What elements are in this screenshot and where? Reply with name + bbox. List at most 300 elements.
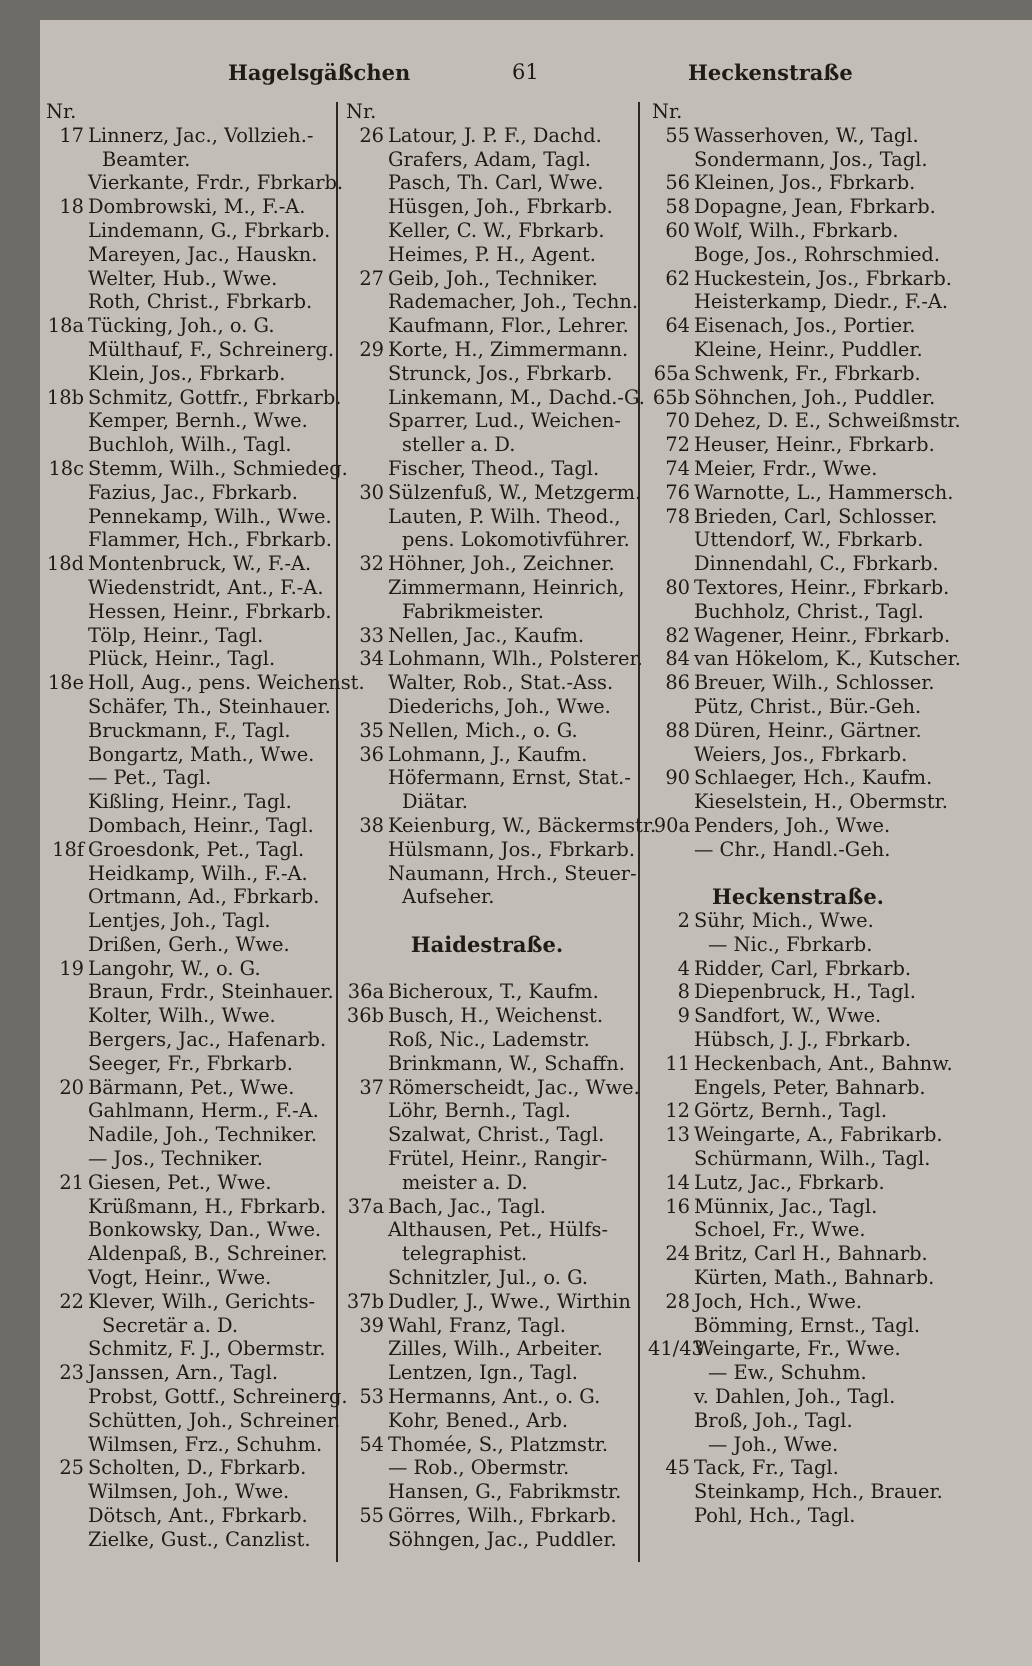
resident-entry: Roß, Nic., Lademstr. [388,1028,590,1052]
resident-entry: Gahlmann, Herm., F.-A. [88,1099,319,1123]
directory-entry [42,124,332,148]
house-number: 56 [665,171,690,195]
resident-entry: Schütten, Joh., Schreiner. [88,1408,341,1432]
house-number: 13 [665,1123,690,1147]
directory-entry [648,409,961,433]
resident-entry: Pütz, Christ., Bür.-Geh. [694,694,922,718]
spacer [342,957,632,981]
directory-entry [342,528,632,552]
directory-entry [648,933,948,957]
resident-entry: Bach, Jac., Tagl. [388,1194,546,1218]
house-number: 19 [59,956,84,980]
directory-entry [42,1504,332,1528]
directory-entry [648,552,948,576]
directory-entry [648,124,948,148]
directory-entry [342,1242,632,1266]
resident-entry: Engels, Peter, Bahnarb. [694,1075,926,1099]
directory-entry [342,552,632,576]
directory-entry [342,861,637,886]
directory-entry [342,1266,632,1290]
directory-entry [42,481,332,505]
resident-entry: Korte, H., Zimmermann. [388,337,629,361]
resident-entry: Textores, Heinr., Fbrkarb. [694,575,950,599]
resident-entry: Höhner, Joh., Zeichner. [388,552,615,576]
resident-entry: Pohl, Hch., Tagl. [694,1504,856,1528]
directory-entry [42,148,332,172]
directory-entry [342,1361,632,1385]
house-number: 30 [359,480,384,504]
resident-entry: Schoel, Fr., Wwe. [694,1218,866,1242]
resident-entry: Warnotte, L., Hammersch. [694,480,954,504]
resident-entry: steller a. D. [402,433,516,457]
resident-entry: Secretär a. D. [102,1313,239,1337]
directory-entry [42,933,332,957]
directory-entry [648,1147,948,1171]
resident-entry: Rademacher, Joh., Techn. [388,290,639,314]
house-number: 90a [653,813,690,837]
directory-entry [342,219,632,243]
directory-entry [342,980,632,1004]
directory-entry [42,1218,332,1242]
resident-entry: Dudler, J., Wwe., Wirthin [388,1289,631,1313]
resident-entry: Janssen, Arn., Tagl. [88,1361,279,1385]
house-number: 36 [359,742,384,766]
directory-entry [42,1099,332,1123]
resident-entry: Pasch, Th. Carl, Wwe. [388,171,604,195]
directory-entry [648,528,948,552]
directory-entry [342,1099,632,1123]
resident-entry: Diätar. [402,790,468,814]
resident-entry: Fischer, Theod., Tagl. [388,456,600,480]
resident-entry: Drißen, Gerh., Wwe. [88,932,290,956]
resident-entry: Wahl, Franz, Tagl. [388,1313,566,1337]
directory-entry [648,1433,948,1457]
directory-page [40,20,1032,1666]
house-number: 37 [359,1075,384,1099]
house-number: 84 [665,647,690,671]
resident-entry: — Rob., Obermstr. [388,1456,570,1480]
resident-entry: Naumann, Hrch., Steuer- [388,861,637,885]
directory-entry [42,766,332,790]
resident-entry: Keienburg, W., Bäckermstr. [388,813,657,837]
directory-entry [42,980,332,1004]
resident-entry: Flammer, Hch., Fbrkarb. [88,528,332,552]
directory-entry [648,266,952,291]
resident-entry: Römerscheidt, Jac., Wwe. [388,1075,640,1099]
house-number: 32 [359,552,384,576]
directory-entry [648,362,948,386]
house-number: 23 [59,1361,84,1385]
resident-entry: Bongartz, Math., Wwe. [88,742,315,766]
resident-entry: Kleine, Heinr., Puddler. [694,337,923,361]
directory-entry [342,1075,640,1100]
directory-entry [648,909,948,933]
directory-entry [648,1337,948,1361]
house-number: 17 [59,123,84,147]
directory-entry [342,1480,632,1504]
resident-entry: Wilmsen, Joh., Wwe. [88,1480,290,1504]
resident-entry: Zimmermann, Heinrich, [388,575,625,599]
directory-entry [342,1123,632,1147]
resident-entry: Holl, Aug., pens. Weichenst. [88,671,365,695]
resident-entry: Sandfort, W., Wwe. [694,1004,882,1028]
directory-entry [42,1385,348,1409]
directory-entry [42,719,332,743]
page-number: 61 [512,60,539,84]
directory-entry [42,743,332,767]
resident-entry: Scholten, D., Fbrkarb. [88,1456,307,1480]
resident-entry: Nellen, Mich., o. G. [388,718,578,742]
directory-entry [648,1480,948,1504]
house-number: 25 [59,1456,84,1480]
house-number: 64 [665,314,690,338]
directory-entry [42,647,332,671]
resident-entry: Uttendorf, W., Fbrkarb. [694,528,924,552]
directory-entry [648,695,948,719]
directory-entry [648,148,948,172]
resident-entry: Klein, Jos., Fbrkarb. [88,361,286,385]
directory-entry [648,480,954,505]
resident-entry: Schnitzler, Jul., o. G. [388,1266,589,1290]
directory-entry [648,1004,948,1028]
directory-entry [42,885,332,909]
resident-entry: Heckenbach, Ant., Bahnw. [694,1051,953,1075]
directory-entry [42,171,344,195]
house-number: 37a [347,1194,384,1218]
spacer [648,862,948,886]
resident-entry: Linnerz, Jac., Vollzieh.- [88,123,314,147]
column-2 [342,100,657,1552]
house-number: 58 [665,195,690,219]
street-heading: Haidestraße. [410,931,564,957]
resident-entry: Diepenbruck, H., Tagl. [694,980,916,1004]
directory-entry [342,171,632,195]
house-number: 53 [359,1385,384,1409]
resident-entry: Fazius, Jac., Fbrkarb. [88,480,298,504]
directory-entry [342,1195,632,1219]
resident-entry: Klever, Wilh., Gerichts- [88,1289,316,1313]
directory-entry [342,124,632,148]
resident-entry: Strunck, Jos., Fbrkarb. [388,361,613,385]
house-number: 11 [665,1051,690,1075]
directory-entry [42,576,332,600]
directory-entry [42,1290,332,1314]
directory-entry [648,838,948,862]
resident-entry: Görtz, Bernh., Tagl. [694,1099,887,1123]
directory-entry [42,362,332,386]
house-number: 18b [46,385,84,409]
house-number: 54 [359,1432,384,1456]
directory-entry [342,671,632,695]
resident-entry: Weiers, Jos., Fbrkarb. [694,742,908,766]
house-number: 65a [653,361,690,385]
directory-entry [648,766,948,790]
directory-entry [342,1004,632,1028]
directory-entry [42,1266,332,1290]
resident-entry: Roth, Christ., Fbrkarb. [88,290,313,314]
resident-entry: Pennekamp, Wilh., Wwe. [88,504,332,528]
resident-entry: Thomée, S., Platzmstr. [388,1432,609,1456]
column-3 [648,100,961,1528]
house-number: 55 [359,1504,384,1528]
house-number: 28 [665,1289,690,1313]
directory-entry [42,1314,332,1338]
directory-entry [648,600,948,624]
directory-entry [648,1218,948,1242]
directory-entry [42,195,332,219]
directory-entry [342,314,632,338]
resident-entry: Althausen, Pet., Hülfs- [388,1218,608,1242]
directory-entry [648,1361,948,1385]
directory-entry [342,385,645,410]
directory-entry [42,957,332,981]
house-number: 18 [59,195,84,219]
resident-entry: Schwenk, Fr., Fbrkarb. [694,361,921,385]
resident-entry: Braun, Frdr., Steinhauer. [88,980,334,1004]
resident-entry: Lentzen, Ign., Tagl. [388,1361,578,1385]
resident-entry: Hermanns, Ant., o. G. [388,1385,601,1409]
directory-entry [648,1314,948,1338]
resident-entry: meister a. D. [402,1170,528,1194]
directory-entry [342,1290,632,1314]
house-number: 39 [359,1313,384,1337]
house-number: 72 [665,433,690,457]
resident-entry: — Chr., Handl.-Geh. [694,837,891,861]
house-number: 82 [665,623,690,647]
resident-entry: Dombach, Heinr., Tagl. [88,813,314,837]
directory-entry [342,409,632,433]
resident-entry: Broß, Joh., Tagl. [694,1408,853,1432]
resident-entry: Penders, Joh., Wwe. [694,813,891,837]
directory-entry [42,409,332,433]
resident-entry: telegraphist. [402,1242,528,1266]
resident-entry: Löhr, Bernh., Tagl. [388,1099,571,1123]
directory-entry [42,505,332,529]
resident-entry: Bonkowsky, Dan., Wwe. [88,1218,322,1242]
directory-entry [648,743,948,767]
directory-entry [648,814,948,838]
resident-entry: Dinnendahl, C., Fbrkarb. [694,552,939,576]
directory-entry [42,1052,332,1076]
resident-entry: — Joh., Wwe. [708,1432,839,1456]
resident-entry: Zielke, Gust., Canzlist. [88,1527,311,1551]
resident-entry: Zilles, Wilh., Arbeiter. [388,1337,603,1361]
directory-entry [42,1480,332,1504]
directory-entry [42,1147,332,1171]
directory-entry [42,267,332,291]
resident-entry: — Pet., Tagl. [88,766,212,790]
house-number: 45 [665,1456,690,1480]
directory-entry [42,862,332,886]
resident-entry: Hülsmann, Jos., Fbrkarb. [388,837,635,861]
resident-entry: van Hökelom, K., Kutscher. [694,647,961,671]
resident-entry: Ortmann, Ad., Fbrkarb. [88,885,320,909]
house-number: 14 [665,1170,690,1194]
column-divider [336,102,338,1562]
directory-entry [42,1433,332,1457]
house-number: 18d [46,552,84,576]
directory-entry [342,1433,632,1457]
resident-entry: Heisterkamp, Diedr., F.-A. [694,290,949,314]
resident-entry: Frütel, Heinr., Rangir- [388,1147,608,1171]
house-number: 37b [346,1289,384,1313]
resident-entry: Söhngen, Jac., Puddler. [388,1527,617,1551]
house-number: 90 [665,766,690,790]
resident-entry: — Nic., Fbrkarb. [708,932,873,956]
resident-entry: Münnix, Jac., Tagl. [694,1194,878,1218]
directory-entry [42,338,332,362]
house-number: 20 [59,1075,84,1099]
resident-entry: Lentjes, Joh., Tagl. [88,909,271,933]
resident-entry: Sülzenfuß, W., Metzgerm. [388,480,642,504]
directory-entry [42,1528,332,1552]
resident-entry: Tölp, Heinr., Tagl. [88,623,264,647]
house-number: 9 [677,1004,690,1028]
resident-entry: Wagener, Heinr., Fbrkarb. [694,623,951,647]
directory-entry [42,1361,332,1385]
resident-entry: Linkemann, M., Dachd.-G. [388,385,645,409]
directory-entry [42,243,332,267]
resident-entry: Seeger, Fr., Fbrkarb. [88,1051,293,1075]
house-number: 60 [665,218,690,242]
nr-column-label: Nr. [346,100,377,123]
resident-entry: Keller, C. W., Fbrkarb. [388,218,605,242]
resident-entry: Weingarte, A., Fabrikarb. [694,1123,943,1147]
directory-entry [648,719,948,743]
directory-entry [342,267,632,291]
house-number: 38 [359,813,384,837]
directory-entry [42,433,332,457]
directory-entry [342,1028,632,1052]
house-number: 86 [665,671,690,695]
house-number: 35 [359,718,384,742]
resident-entry: Wasserhoven, W., Tagl. [694,123,919,147]
directory-entry [648,1504,948,1528]
directory-entry [42,790,332,814]
directory-entry [342,719,632,743]
directory-entry [342,647,643,671]
directory-entry [42,528,332,552]
resident-entry: pens. Lokomotivführer. [402,528,630,552]
directory-entry [42,1123,332,1147]
directory-entry [342,457,632,481]
directory-entry [42,1456,332,1480]
directory-entry [648,623,951,648]
house-number: 22 [59,1289,84,1313]
directory-entry [648,1290,948,1314]
directory-entry [648,1051,953,1076]
directory-entry [42,838,332,862]
house-number: 88 [665,718,690,742]
house-number: 12 [665,1099,690,1123]
house-number: 29 [359,337,384,361]
directory-entry [648,290,948,314]
house-number: 18a [47,314,84,338]
resident-entry: Schürmann, Wilh., Tagl. [694,1147,931,1171]
house-number: 24 [665,1242,690,1266]
directory-entry [648,980,948,1004]
house-number: 74 [665,456,690,480]
house-number: 65b [652,385,690,409]
resident-entry: Wiedenstridt, Ant., F.-A. [88,575,324,599]
header-right-street: Heckenstraße [688,60,853,85]
house-number: 18c [48,456,84,480]
directory-entry [42,552,332,576]
house-number: 78 [665,504,690,528]
resident-entry: Bruckmann, F., Tagl. [88,718,291,742]
directory-entry [342,362,632,386]
directory-entry [342,1147,632,1171]
resident-entry: Weingarte, Fr., Wwe. [694,1337,901,1361]
directory-entry [648,1409,948,1433]
resident-entry: — Ew., Schuhm. [708,1361,867,1385]
directory-entry [342,790,632,814]
resident-entry: Plück, Heinr., Tagl. [88,647,276,671]
resident-entry: Eisenach, Jos., Portier. [694,314,916,338]
directory-entry [42,909,332,933]
directory-entry [648,1076,948,1100]
directory-entry [648,171,948,195]
directory-entry [342,505,632,529]
directory-entry [342,433,632,457]
directory-entry [342,1504,632,1528]
directory-entry [342,1385,632,1409]
directory-entry [42,385,342,410]
resident-entry: Lohmann, Wlh., Polsterer. [388,647,643,671]
directory-entry [342,1052,632,1076]
directory-entry [648,1123,948,1147]
directory-entry [42,1195,332,1219]
directory-entry [42,1004,332,1028]
resident-entry: — Jos., Techniker. [88,1147,263,1171]
directory-entry [342,1528,632,1552]
directory-entry [42,1171,332,1195]
resident-entry: Giesen, Pet., Wwe. [88,1170,272,1194]
directory-entry [648,457,948,481]
resident-entry: Dombrowski, M., F.-A. [88,195,306,219]
directory-entry [648,1171,948,1195]
directory-entry [342,290,639,314]
directory-entry [648,195,948,219]
directory-entry [42,624,332,648]
resident-entry: Kißling, Heinr., Tagl. [88,790,292,814]
resident-entry: Diederichs, Joh., Wwe. [388,694,611,718]
resident-entry: Welter, Hub., Wwe. [88,266,278,290]
resident-entry: Szalwat, Christ., Tagl. [388,1123,605,1147]
directory-entry [342,1456,632,1480]
resident-entry: Aldenpaß, B., Schreiner. [88,1242,328,1266]
resident-entry: Bergers, Jac., Hafenarb. [88,1028,327,1052]
directory-entry [42,290,332,314]
house-number: 55 [665,123,690,147]
directory-entry [42,314,332,338]
resident-entry: Krüßmann, H., Fbrkarb. [88,1194,327,1218]
page-header [40,60,1032,100]
directory-entry [342,243,632,267]
resident-entry: Latour, J. P. F., Dachd. [388,123,602,147]
resident-entry: Buchholz, Christ., Tagl. [694,599,924,623]
resident-entry: Dötsch, Ant., Fbrkarb. [88,1504,308,1528]
directory-entry [342,743,632,767]
resident-entry: Nadile, Joh., Techniker. [88,1123,318,1147]
directory-entry [648,314,948,338]
directory-entry [42,1337,332,1361]
directory-entry [42,1028,332,1052]
resident-entry: Mareyen, Jac., Hauskn. [88,242,318,266]
house-number: 36b [346,1004,384,1028]
directory-entry [342,885,632,909]
directory-entry [342,1314,632,1338]
